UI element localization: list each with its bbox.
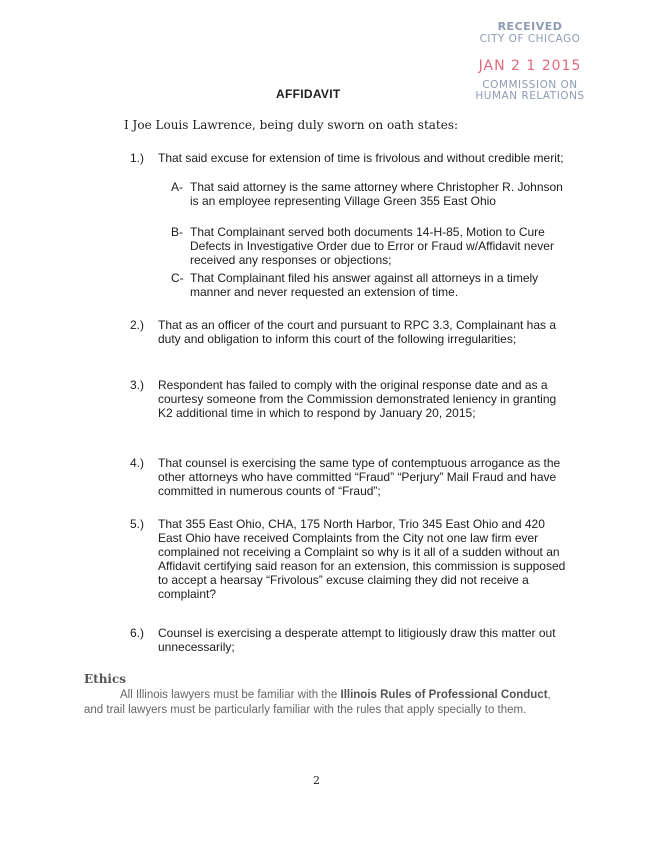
sub-item-letter: B- bbox=[171, 225, 183, 239]
item-number: 2.) bbox=[130, 318, 145, 332]
sub-item-c bbox=[171, 271, 571, 299]
item-text: That as an officer of the court and pursuant to RPC 3.3, Complainant has a duty and obligation to inform this court of the following irregularities; bbox=[158, 318, 557, 346]
item-text: That said excuse for extension of time is frivolous and without credible merit; bbox=[158, 151, 564, 165]
sub-item-text: That Complainant filed his answer against all attorneys in a timely manner and never requested an extension of time. bbox=[190, 271, 539, 299]
ethics-text-start: All Illinois lawyers must be familiar with the bbox=[120, 689, 341, 701]
sub-item-letter: C- bbox=[171, 271, 184, 285]
sub-item-text: That Complainant served both documents 14-H-85, Motion to Cure Defects in Investigative Order due to Error or Fraud w/Affidavit never received any responses or objections; bbox=[190, 225, 554, 267]
stamp-date: JAN 2 1 2015 bbox=[478, 58, 582, 74]
stamp-received: RECEIVED bbox=[497, 20, 563, 33]
intro-statement: I Joe Louis Lawrence, being duly sworn on oath states: bbox=[124, 118, 459, 132]
list-item-6 bbox=[130, 626, 570, 654]
list-item-5 bbox=[130, 517, 570, 601]
item-number: 1.) bbox=[130, 151, 145, 165]
list-item-4 bbox=[130, 456, 570, 498]
stamp-human-relations: HUMAN RELATIONS bbox=[475, 90, 585, 102]
list-item-3 bbox=[130, 378, 570, 420]
item-text: Counsel is exercising a desperate attempt to litigiously draw this matter out unnecessarily; bbox=[158, 626, 556, 654]
item-number: 3.) bbox=[130, 378, 145, 392]
ethics-heading: Ethics bbox=[84, 672, 127, 686]
received-stamp bbox=[468, 20, 592, 102]
ethics-rules-title: Illinois Rules of Professional Conduct bbox=[340, 689, 548, 701]
item-text: That 355 East Ohio, CHA, 175 North Harbor, Trio 345 East Ohio and 420 East Ohio have received Complaints from the City not one law firm ever complained not receiving a Complaint so why is it all of a sudden without an Affidavit certifying said reason for an extension, this commission is supposed to accept a hearsay “Frivolous” excuse claiming they did not receive a complaint? bbox=[158, 517, 566, 601]
sub-item-text: That said attorney is the same attorney where Christopher R. Johnson is an employee representing Village Green 355 East Ohio bbox=[190, 180, 563, 208]
stamp-city: CITY OF CHICAGO bbox=[479, 33, 581, 45]
sub-item-a bbox=[171, 180, 571, 208]
page-number: 2 bbox=[313, 774, 320, 787]
ethics-paragraph bbox=[84, 688, 564, 718]
item-number: 4.) bbox=[130, 456, 145, 470]
item-number: 5.) bbox=[130, 517, 145, 531]
ethics-text-end: , and trail lawyers must be particularly familiar with the rules that apply specially to them. bbox=[84, 689, 551, 716]
list-item-2 bbox=[130, 318, 570, 346]
document-title: AFFIDAVIT bbox=[276, 87, 341, 101]
stamp-commission: COMMISSION ON bbox=[482, 79, 578, 91]
item-text: Respondent has failed to comply with the original response date and as a courtesy someone from the Commission demonstrated leniency in granting K2 additional time in which to respond by January 20, 2015; bbox=[158, 378, 557, 420]
item-text: That counsel is exercising the same type of contemptuous arrogance as the other attorneys who have committed “Fraud” “Perjury” Mail Fraud and have committed in numerous counts of “Fraud”; bbox=[158, 456, 561, 498]
item-number: 6.) bbox=[130, 626, 145, 640]
sub-item-letter: A- bbox=[171, 180, 183, 194]
list-item-1 bbox=[130, 151, 570, 165]
sub-item-b bbox=[171, 225, 571, 267]
